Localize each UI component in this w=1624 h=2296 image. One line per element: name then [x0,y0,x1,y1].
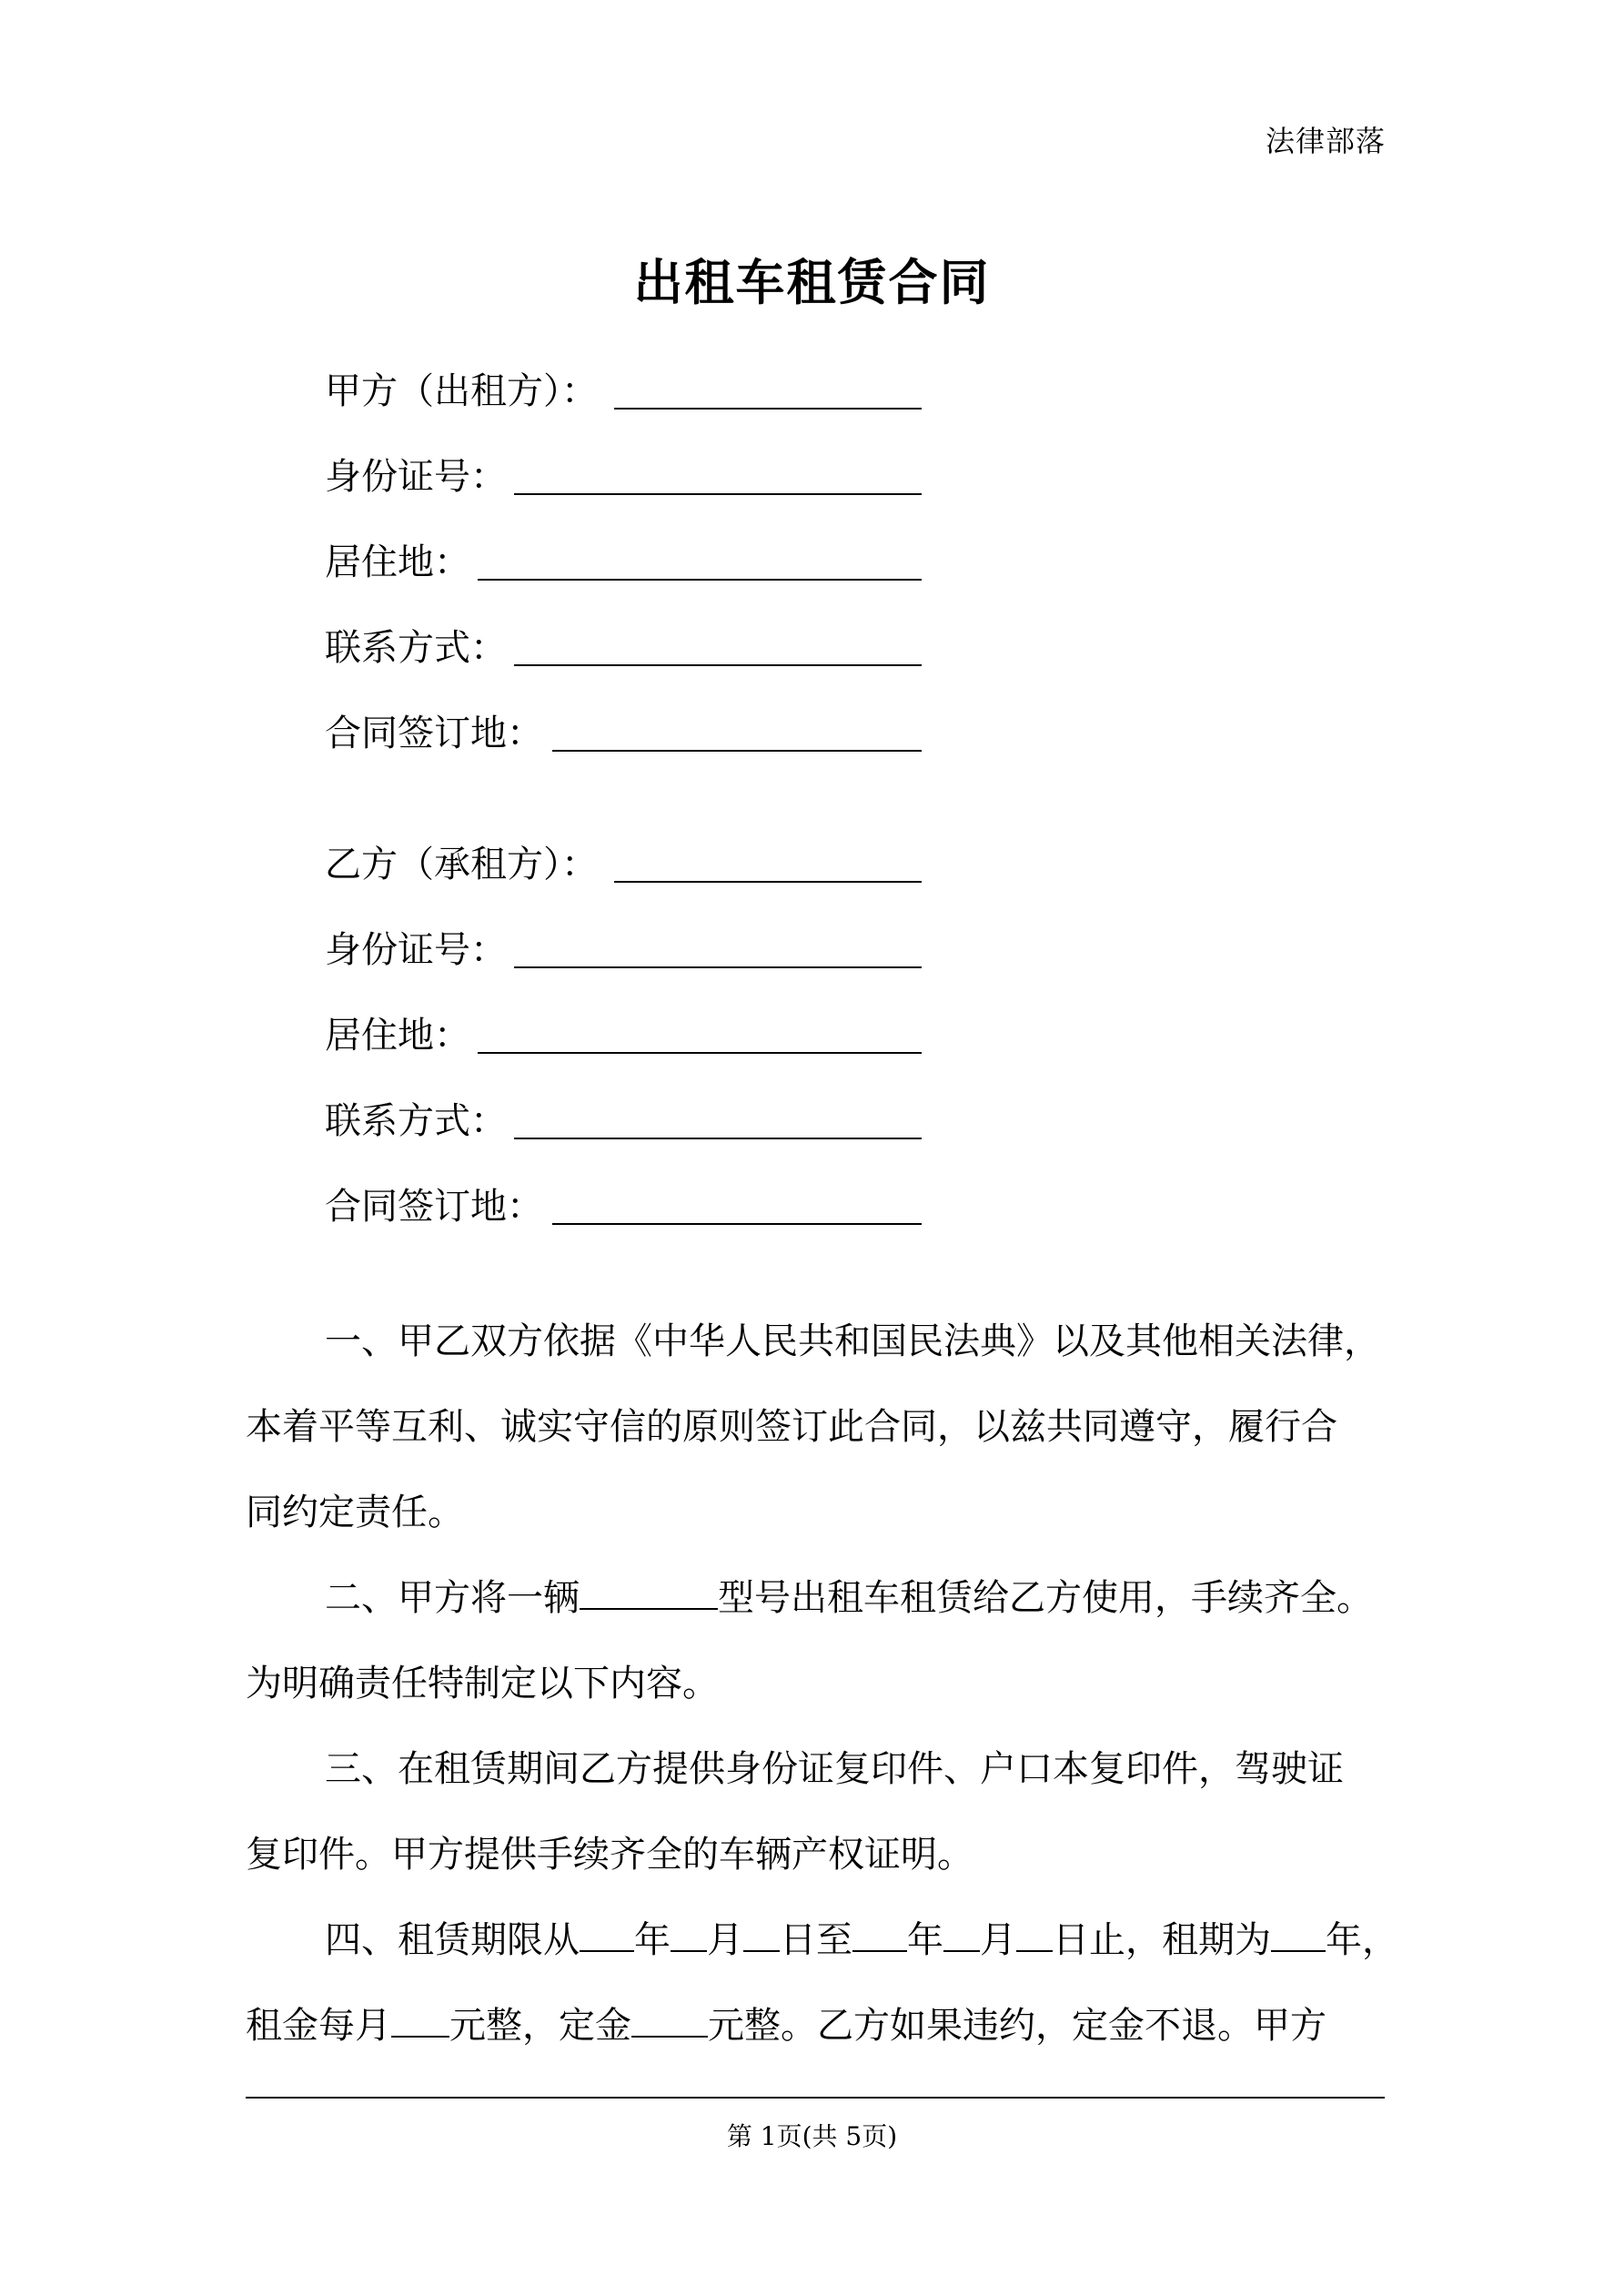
clause-3-line-2: 复印件。甲方提供手续齐全的车辆产权证明。 [246,1834,973,1876]
start-day-label: 日至 [780,1919,852,1961]
deposit-blank [631,2001,708,2038]
clause-2-line-2: 为明确责任特制定以下内容。 [246,1663,719,1704]
party-b-place-blank [552,1223,922,1225]
clause-4-text-a: 四、租赁期限从 [325,1919,580,1961]
party-a-id-blank [514,493,922,495]
party-a-residence-field [325,535,470,590]
clause-2-text-b: 型号出租车租赁给乙方使用，手续齐全。 [718,1577,1373,1619]
end-year-label: 年 [907,1919,943,1961]
party-b-id-blank [514,966,922,968]
party-b-contact-label: 联系方式： [325,1100,507,1142]
party-a-contact-label: 联系方式： [325,627,507,669]
party-a-id-label: 身份证号： [325,456,507,498]
monthly-rent-blank [391,2001,449,2038]
page-number: 第 1页(共 5页) [726,2121,898,2151]
end-month-blank [943,1916,980,1952]
clause-1-line-3: 同约定责任。 [246,1492,464,1533]
party-b-name-blank [614,881,922,883]
clause-4-text-c: 元整，定金 [449,2005,631,2047]
party-b-residence-field [325,1008,470,1063]
clause-4-text-b: 租金每月 [246,2005,391,2047]
end-day-label: 日止，租期为 [1053,1919,1271,1961]
party-a-residence-blank [478,579,922,581]
clause-4-line-1 [325,1897,1462,1983]
end-month-label: 月 [980,1919,1016,1961]
party-a-id-field [325,450,507,504]
start-month-blank [671,1916,707,1952]
party-b-place-field [325,1179,543,1234]
party-b-id-field [325,923,507,977]
party-b-residence-blank [478,1052,922,1054]
party-b-contact-field [325,1094,507,1148]
clause-2-text-a: 二、甲方将一辆 [325,1577,580,1619]
party-b-place-label: 合同签订地： [325,1186,543,1228]
party-a-name-blank [614,408,922,410]
start-year-blank [580,1916,634,1952]
car-model-blank [580,1573,718,1610]
party-a-contact-blank [514,664,922,666]
party-b-label: 乙方（承租方）： [325,844,598,885]
clause-1-line-2: 本着平等互利、诚实守信的原则签订此合同，以兹共同遵守，履行合 [246,1406,1337,1448]
end-day-blank [1016,1916,1053,1952]
party-b-id-label: 身份证号： [325,929,507,971]
party-b-residence-label: 居住地： [325,1015,470,1057]
term-years-blank [1271,1916,1326,1952]
party-a-name-field [325,364,598,419]
end-year-blank [852,1916,907,1952]
party-a-contact-field [325,621,507,675]
party-b-contact-blank [514,1138,922,1139]
brand-header: 法律部落 [1265,124,1386,158]
footer-divider [246,2097,1385,2099]
clause-1-line-1: 一、甲乙双方依据《中华人民共和国民法典》以及其他相关法律， [325,1320,1380,1362]
clause-3-line-1: 三、在租赁期间乙方提供身份证复印件、户口本复印件，驾驶证 [325,1748,1344,1790]
clause-4-line-2 [246,1983,1383,2068]
start-year-label: 年 [634,1919,671,1961]
term-years-label: 年， [1326,1919,1398,1961]
party-a-place-field [325,706,543,761]
clause-4-text-d: 元整。乙方如果违约，定金不退。甲方 [708,2005,1326,2047]
party-a-place-blank [552,750,922,752]
clause-2-line-1 [325,1555,1462,1641]
party-b-name-field [325,837,598,892]
party-a-place-label: 合同签订地： [325,713,543,754]
page-title: 出租车租赁合同 [633,253,991,311]
start-month-label: 月 [707,1919,743,1961]
party-a-label: 甲方（出租方）： [325,370,598,412]
start-day-blank [743,1916,780,1952]
party-a-residence-label: 居住地： [325,541,470,583]
